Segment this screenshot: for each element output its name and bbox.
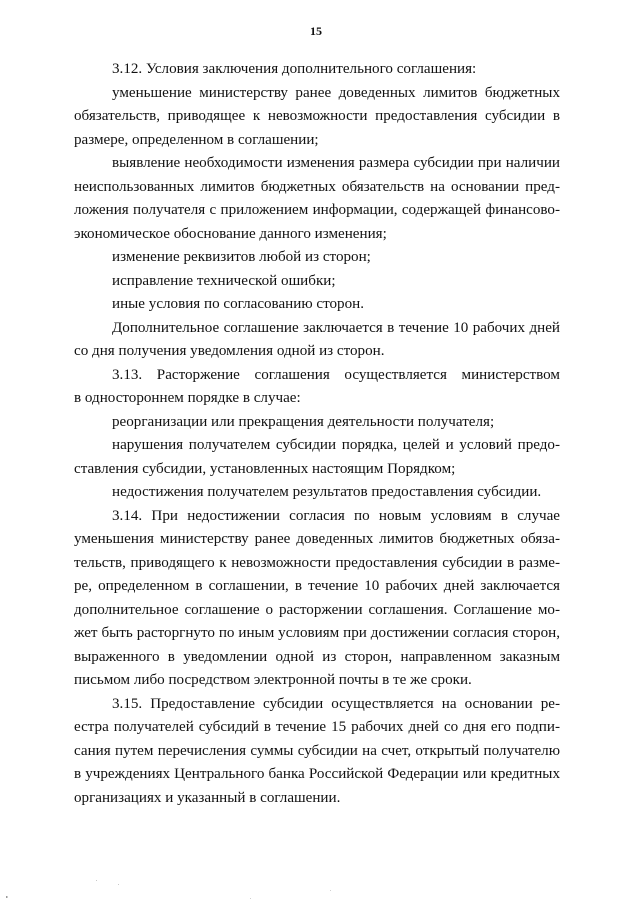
text-line: 3.14. При недостижении согласия по новым условиям в случае bbox=[112, 507, 560, 524]
text-line: тельств, приводящего к невозможности предоставления субсидии в разме- bbox=[74, 554, 560, 571]
text-line: 3.15. Предоставление субсидии осуществляется на основании ре- bbox=[112, 695, 560, 712]
text-line: экономическое обоснование данного изменения; bbox=[74, 225, 387, 242]
text-line: письмом либо посредством электронной почты в те же сроки. bbox=[74, 672, 472, 688]
text-line: недостижения получателем результатов предоставления субсидии. bbox=[112, 484, 542, 500]
text-line: выявление необходимости изменения размера субсидии при наличии bbox=[112, 155, 560, 171]
text-line: исправление технической ошибки; bbox=[112, 272, 336, 289]
text-line: уменьшения министерству ранее доведенных лимитов бюджетных обяза- bbox=[74, 531, 560, 547]
text-line: ложения получателя с приложением информации, содержащей финансово- bbox=[74, 202, 560, 218]
text-line: ставления субсидии, установленных настоящим Порядком; bbox=[74, 460, 456, 477]
text-line: естра получателей субсидий в течение 15 рабочих дней со дня его подпи- bbox=[74, 719, 560, 735]
scan-artifacts bbox=[0, 860, 632, 905]
document-body bbox=[74, 58, 560, 810]
text-line: сания путем перечисления суммы субсидии на счет, открытый получателю bbox=[74, 742, 560, 759]
text-line: Дополнительное соглашение заключается в течение 10 рабочих дней bbox=[112, 319, 560, 336]
text-line: неиспользованных лимитов бюджетных обязательств на основании пред- bbox=[74, 178, 560, 195]
text-line: жет быть расторгнуто по иным условиям при достижении согласия сторон, bbox=[74, 625, 560, 641]
text-line: 3.12. Условия заключения дополнительного соглашения: bbox=[112, 61, 477, 77]
page-number: 15 bbox=[310, 24, 322, 38]
text-line: нарушения получателем субсидии порядка, целей и условий предо- bbox=[112, 437, 560, 453]
text-line: размере, определенном в соглашении; bbox=[74, 131, 319, 148]
text-line: дополнительное соглашение о расторжении соглашения. Соглашение мо- bbox=[74, 601, 560, 618]
text-line: в учреждениях Центрального банка Российской Федерации или кредитных bbox=[74, 766, 560, 782]
text-line: обязательств, приводящее к невозможности предоставления субсидии в bbox=[74, 108, 560, 124]
text-line: изменение реквизитов любой из сторон; bbox=[112, 249, 371, 265]
text-line: выраженного в уведомлении одной из сторон, направленном заказным bbox=[74, 648, 560, 665]
text-line: уменьшение министерству ранее доведенных лимитов бюджетных bbox=[112, 84, 560, 101]
text-line: ре, определенном в соглашении, в течение 10 рабочих дней заключается bbox=[74, 578, 560, 594]
text-line: в одностороннем порядке в случае: bbox=[74, 390, 301, 406]
text-line: иные условия по согласованию сторон. bbox=[112, 296, 364, 312]
text-line: организациях и указанный в соглашении. bbox=[74, 789, 341, 806]
text-line: реорганизации или прекращения деятельности получателя; bbox=[112, 413, 495, 430]
text-line: 3.13. Расторжение соглашения осуществляется министерством bbox=[112, 366, 560, 383]
text-line: со дня получения уведомления одной из сторон. bbox=[74, 343, 385, 359]
